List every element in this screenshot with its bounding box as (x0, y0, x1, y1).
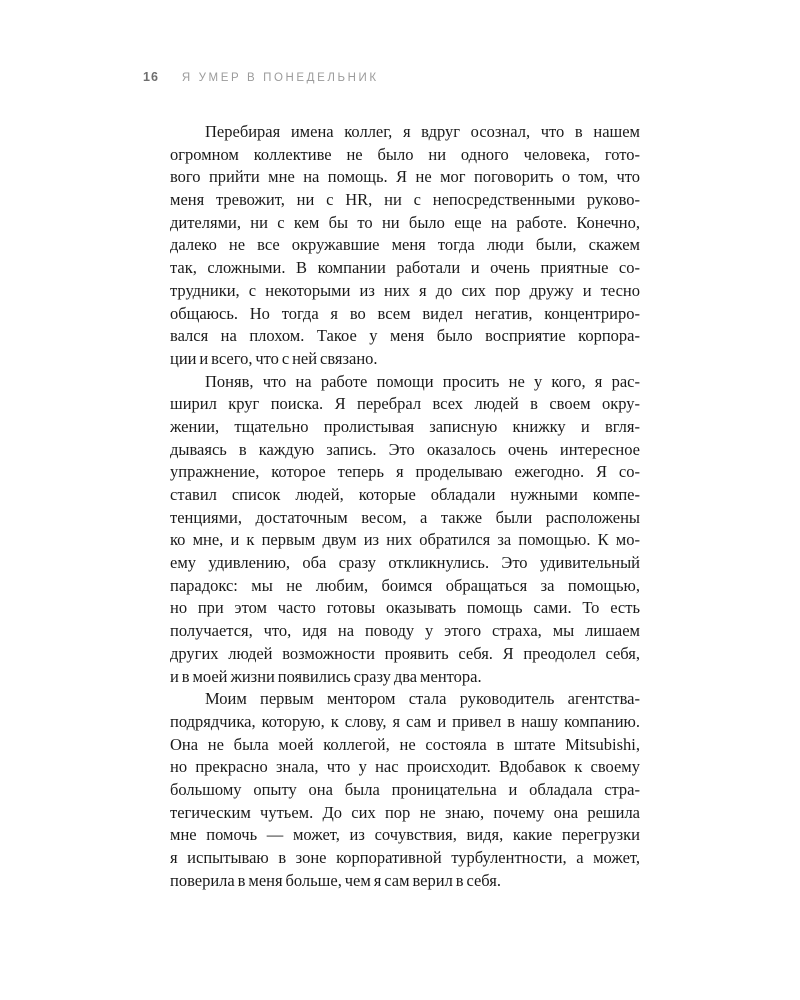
text-line: мне помочь — может, из сочувствия, видя, какие перегрузки (170, 825, 640, 845)
text-line: тенциями, достаточным весом, а также были расположены (170, 507, 640, 527)
text-line: дителями, ни с кем бы то ни было еще на работе. Конечно, (170, 212, 640, 232)
text-line: вого прийти мне на помощь. Я не мог поговорить о том, что (170, 167, 640, 187)
body-text (170, 121, 640, 892)
text-line: трудники, с некоторыми из них я до сих пор дружу и тесно (170, 280, 640, 300)
running-title: Я УМЕР В ПОНЕДЕЛЬНИК (181, 72, 379, 84)
paragraph (170, 121, 640, 371)
text-line: общаюсь. Но тогда я во всем видел негатив, концентриро- (170, 303, 640, 323)
text-line: жении, тщательно пролистывая записную книжку и вгля- (170, 416, 640, 436)
paragraph (170, 688, 640, 892)
text-line: Она не была моей коллегой, не состояла в штате Mitsubishi, (170, 734, 640, 754)
text-line: вался на плохом. Такое у меня было восприятие корпора- (170, 326, 640, 346)
text-line: подрядчика, которую, к слову, я сам и привел в нашу компанию. (170, 711, 640, 731)
text-line: далеко не все окружавшие меня тогда люди были, скажем (170, 235, 640, 255)
text-line: но при этом часто готовы оказывать помощь сами. То есть (170, 598, 640, 618)
text-line: Перебирая имена коллег, я вдруг осознал, что в нашем (205, 122, 640, 141)
text-line: Поняв, что на работе помощи просить не у кого, я рас- (205, 371, 640, 391)
text-line: дываясь в каждую запись. Это оказалось очень интересное (170, 439, 640, 459)
text-line: ширил круг поиска. Я перебрал всех людей в своем окру- (170, 394, 640, 414)
text-line: поверила в меня больше, чем я сам верил в себя. (170, 870, 501, 890)
text-line: Моим первым ментором стала руководитель агентства- (205, 689, 640, 709)
text-line: большому опыту она была проницательна и обладала стра- (170, 779, 640, 799)
text-line: получается, что, идя на поводу у этого страха, мы лишаем (170, 621, 640, 641)
text-line: упражнение, которое теперь я проделываю ежегодно. Я со- (170, 462, 640, 482)
text-line: ции и всего, что с ней связано. (170, 348, 378, 368)
text-line: огромном коллективе не было ни одного человека, гото- (170, 144, 640, 164)
text-line: тегическим чутьем. До сих пор не знаю, почему она решила (170, 802, 640, 822)
text-line: других людей возможности проявить себя. Я преодолел себя, (170, 643, 640, 663)
text-line: меня тревожит, ни с HR, ни с непосредственными руково- (170, 190, 640, 210)
text-line: так, сложными. В компании работали и очень приятные со- (170, 258, 640, 278)
text-line: я испытываю в зоне корпоративной турбулентности, а может, (170, 848, 640, 867)
text-line: ко мне, и к первым двум из них обратился за помощью. К мо- (170, 530, 640, 550)
paragraph (170, 371, 640, 689)
page-header (143, 70, 379, 84)
text-line: но прекрасно знала, что у нас происходит. Вдобавок к своему (170, 757, 640, 777)
page-number: 16 (143, 70, 159, 84)
text-line: парадокс: мы не любим, боимся обращаться за помощью, (170, 575, 640, 595)
text-line: ставил список людей, которые обладали нужными компе- (170, 485, 640, 504)
text-line: и в моей жизни появились сразу два ментора. (170, 666, 482, 686)
text-line: ему удивлению, оба сразу откликнулись. Это удивительный (170, 553, 640, 573)
